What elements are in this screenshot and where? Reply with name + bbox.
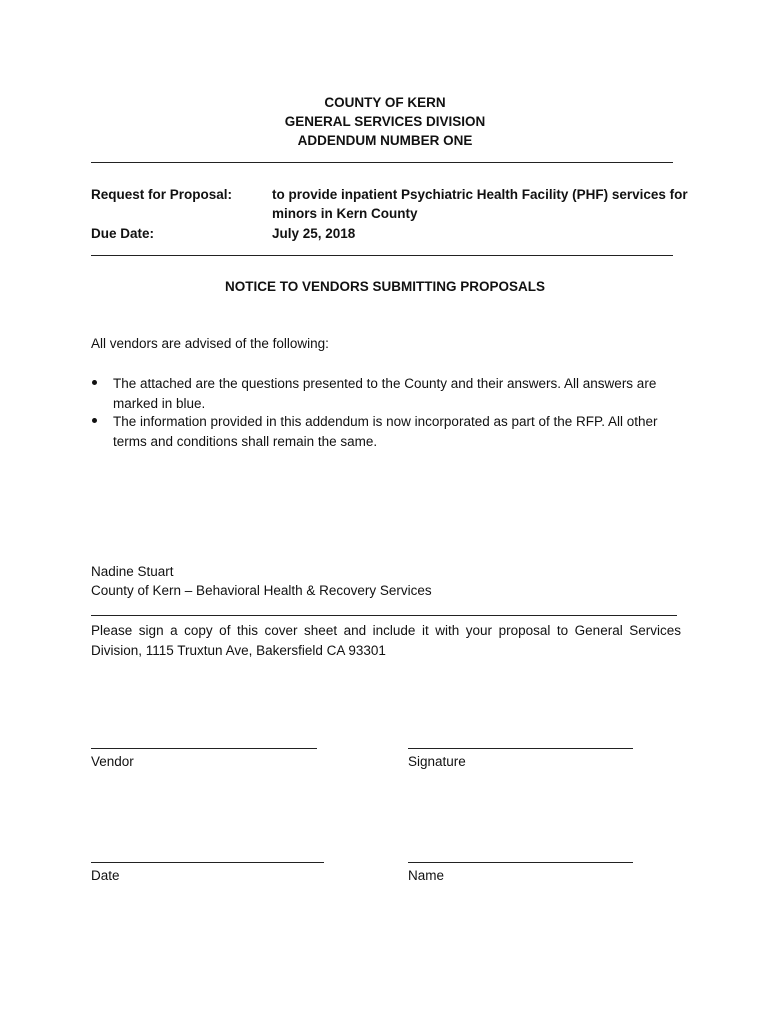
header-divider (91, 162, 673, 163)
name-label: Name (408, 868, 445, 883)
notice-title: NOTICE TO VENDORS SUBMITTING PROPOSALS (224, 279, 546, 294)
rfp-value-line2: minors in Kern County (272, 206, 418, 221)
rfp-value-line1: to provide inpatient Psychiatric Health Facility (PHF) services for (272, 187, 688, 202)
header-county: COUNTY OF KERN (324, 95, 446, 110)
vendor-line[interactable] (91, 748, 317, 749)
date-line[interactable] (91, 862, 324, 863)
signature-label: Signature (408, 754, 466, 769)
rfp-divider (91, 255, 673, 256)
rfp-label: Request for Proposal: (91, 187, 233, 202)
header-addendum: ADDENDUM NUMBER ONE (297, 133, 473, 148)
vendor-label: Vendor (91, 754, 134, 769)
contact-divider (91, 615, 677, 616)
header-division: GENERAL SERVICES DIVISION (284, 114, 486, 129)
contact-name: Nadine Stuart (91, 564, 174, 579)
date-label: Date (91, 868, 120, 883)
bullet-1-marker (91, 375, 101, 385)
instructions-text: Please sign a copy of this cover sheet and include it with your proposal to General Services Division, 1115 Truxtun Ave, Bakersfield CA 93301 (91, 623, 681, 658)
due-date-label: Due Date: (91, 226, 155, 241)
intro-text: All vendors are advised of the following: (91, 336, 329, 351)
signature-line[interactable] (408, 748, 633, 749)
bullet-2-marker (91, 413, 101, 423)
bullet-2-text: The information provided in this addendum is now incorporated as part of the RFP. All other terms and conditions shall remain the same. (113, 414, 658, 449)
contact-org: County of Kern – Behavioral Health & Recovery Services (91, 583, 432, 598)
due-date-value: July 25, 2018 (272, 226, 356, 241)
name-line[interactable] (408, 862, 633, 863)
bullet-1-text: The attached are the questions presented to the County and their answers. All answers are marked in blue. (113, 376, 657, 411)
